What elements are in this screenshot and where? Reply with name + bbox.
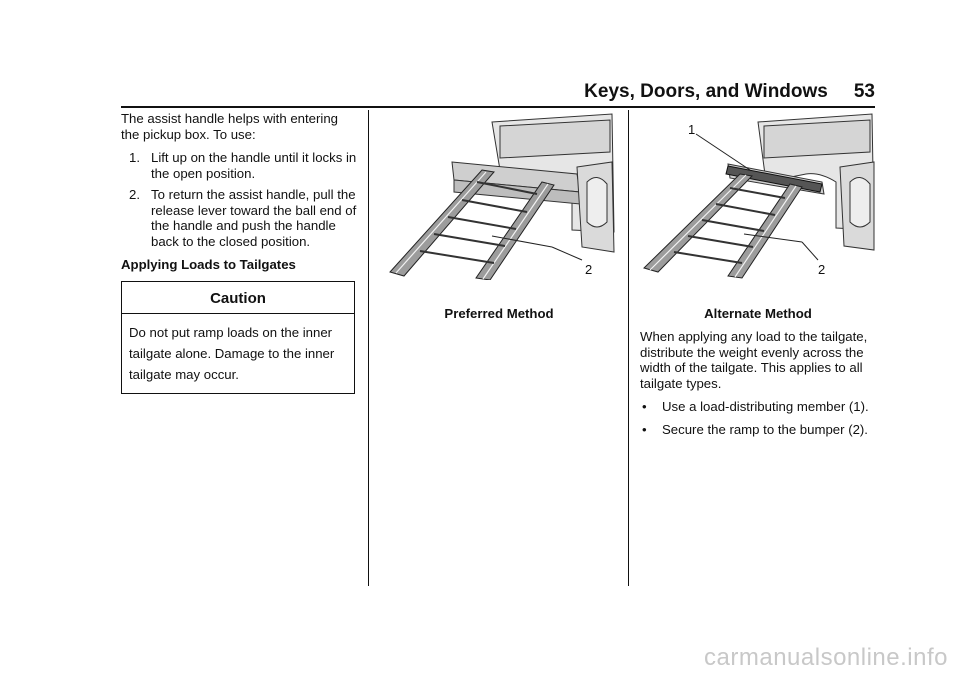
bullet-text: Secure the ramp to the bumper (2).	[662, 421, 868, 437]
bullet-item	[640, 422, 876, 438]
subheading: Applying Loads to Tailgates	[121, 257, 296, 272]
bullet-marker: •	[642, 421, 647, 437]
left-column	[121, 111, 357, 394]
callout-label: 1	[688, 122, 696, 137]
caution-box	[121, 281, 355, 395]
step-text: To return the assist handle, pull the release lever toward the ball end of the handle and push the handle back to the closed position.	[151, 187, 357, 249]
caution-title: Caution	[122, 282, 354, 315]
bullet-list	[640, 399, 876, 437]
steps-list	[121, 150, 357, 249]
ramp-tailgate-drawing	[382, 112, 616, 280]
step-item	[121, 150, 357, 181]
header-rule	[121, 106, 875, 108]
alternate-method-caption: Alternate Method	[704, 306, 812, 321]
page-number: 53	[853, 81, 875, 102]
right-column	[640, 329, 876, 444]
bullet-item	[640, 399, 876, 415]
section-title: Keys, Doors, and Windows	[584, 81, 828, 102]
step-number: 1.	[129, 150, 140, 165]
page-header	[0, 80, 875, 104]
ramp-tailgate-drawing	[640, 112, 876, 280]
alternate-method-illustration	[640, 112, 876, 280]
bullet-text: Use a load-distributing member (1).	[662, 399, 869, 414]
load-paragraph: When applying any load to the tailgate, distribute the weight evenly across the width of the tailgate. This applies to all tailgate types.	[640, 329, 868, 391]
step-item	[121, 187, 357, 249]
caution-body: Do not put ramp loads on the inner tailgate alone. Damage to the inner tailgate may occur.	[129, 325, 335, 382]
callout-label: 2	[818, 262, 826, 277]
callout-label: 2	[585, 262, 593, 277]
column-divider-2	[628, 110, 629, 586]
watermark: carmanualsonline.info	[704, 644, 948, 671]
column-divider-1	[368, 110, 369, 586]
intro-text: The assist handle helps with entering the pickup box. To use:	[121, 111, 338, 142]
preferred-method-caption: Preferred Method	[444, 306, 554, 321]
preferred-method-illustration	[382, 112, 616, 280]
bullet-marker: •	[642, 399, 647, 414]
step-number: 2.	[129, 187, 140, 202]
step-text: Lift up on the handle until it locks in the open position.	[151, 150, 357, 181]
